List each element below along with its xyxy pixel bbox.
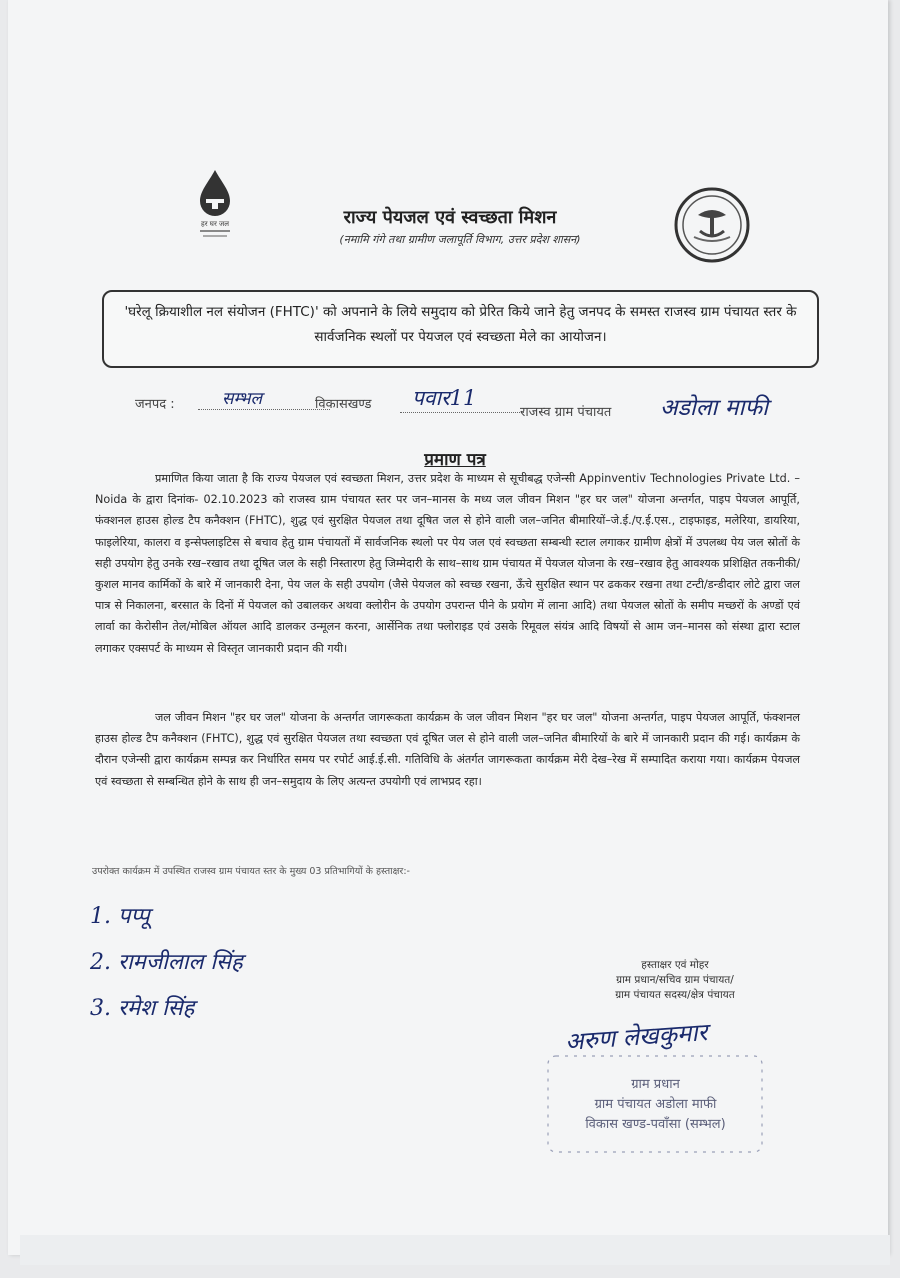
location-fields: [130, 386, 820, 432]
stamp-line-2: ग्राम पंचायत अडोला माफी: [594, 1097, 717, 1112]
signatory-role-2: ग्राम पंचायत सदस्य/क्षेत्र पंचायत: [615, 989, 735, 1001]
stamp-line-3: विकास खण्ड-पवाँसा (सम्भल): [585, 1117, 726, 1132]
water-drop-logo-icon: [190, 165, 240, 245]
block-value: पवार11: [400, 384, 524, 413]
participants-note: उपरोक्त कार्यक्रम में उपस्थित राजस्व ग्राम पंचायत स्तर के मुख्य 03 प्रतिभागियों के हस्ताक्षर:-: [92, 866, 410, 877]
district-value: सम्भल: [198, 386, 330, 410]
event-banner-text: 'घरेलू क्रियाशील नल संयोजन (FHTC)' को अपनाने के लिये समुदाय को प्रेरित किये जाने हेतु जनपद के समस्त राजस्व ग्राम पंचायत स्तर के सार्वजनिक स्थलों पर पेयजल एवं स्वच्छता मेले का आयोजन।: [124, 304, 797, 345]
certificate-title: प्रमाण पत्र: [424, 450, 486, 470]
participant-signature-3: 3. रमेश सिंह: [90, 996, 195, 1021]
village-value: अडोला माफी: [660, 395, 769, 421]
mission-subtitle: (नमामि गंगे तथा ग्रामीण जलापूर्ति विभाग, उत्तर प्रदेश शासन): [339, 233, 581, 246]
event-banner: [102, 290, 819, 368]
block-label: विकासखण्ड: [315, 397, 372, 412]
signature-seal-label: हस्ताक्षर एवं मोहर: [641, 959, 709, 971]
signatory-role-1: ग्राम प्रधान/सचिव ग्राम पंचायत/: [616, 974, 734, 986]
stamp-line-1: ग्राम प्रधान: [631, 1077, 680, 1092]
signatory-labels: [570, 958, 780, 1003]
underlying-page-edge: [20, 1235, 890, 1265]
village-label: राजस्व ग्राम पंचायत: [520, 405, 612, 420]
stamp-text: [548, 1075, 763, 1135]
up-government-emblem-icon: [672, 185, 752, 265]
participant-signature-2: 2. रामजीलाल सिंह: [90, 950, 243, 975]
certificate-paragraph-1: प्रमाणित किया जाता है कि राज्य पेयजल एवं स्वच्छता मिशन, उत्तर प्रदेश के माध्यम से सूचीबद्ध एजेन्सी Appinventiv Technologies Private Ltd. – Noida के द्वारा दिनांक- 02.10.2023 को राजस्व ग्राम पंचायत स्तर पर जन–मानस के मध्य जल जीवन मिशन "हर घर जल" योजना अन्तर्गत, पाइप पेयजल आपूर्ति, फंक्शनल हाउस होल्ड टैप कनैक्शन (FHTC), शुद्ध एवं सुरक्षित पेयजल तथा दूषित जल से होने वाली जल–जनित बीमारियों–जे.ई./ए.ई.एस., टाइफाइड, मलेरिया, डायरिया, फाइलेरिया, कालरा व इन्सेफ्लाइटिस से बचाव हेतु ग्राम पंचायतों में सार्वजनिक स्थलो पर पेय जल एवं स्वच्छता सम्बन्धी स्टाल लगाकर ग्रामीण क्षेत्रों में उपलब्ध पेय जल स्रोतों के सही उपयोग हेतु उनके रख–रखाव तथा दूषित जल के सही निस्तारण हेतु जिम्मेदारी के साथ–साथ ग्राम पंचायत में पेयजल योजना के रख–रखाव हेतु आवश्यक प्रशिक्षित तकनीकी/कुशल मानव कार्मिकों के बारे में जानकारी देना, पेय जल के सही उपयोग (जैसे पेयजल को स्वच्छ रखना, ऊँचे सुरक्षित स्थान पर ढककर रखना तथा टन्टी/डन्डीदार लोटे द्वारा जल पात्र से निकालना, बरसात के दिनों में पेयजल को उबालकर अथवा क्लोरीन के उपयोग उपरान्त पीने के प्रयोग में लाना आदि) तथा पेयजल स्रोतों के समीप मच्छरों के अण्डों एवं लार्वा का केरोसीन तेल/मोबिल ऑयल आदि डालकर उन्मूलन करना, आर्सेनिक तथा फ्लोराइड एवं उसके रिमूवल संयंत्र आदि विषयों से आम जन–मानस को संस्था द्वारा स्टाल लगाकर एक्सपर्ट के माध्यम से विस्तृत जानकारी प्रदान की गयी।: [95, 472, 800, 655]
certificate-paragraph-2: जल जीवन मिशन "हर घर जल" योजना के अन्तर्गत जागरूकता कार्यक्रम के जल जीवन मिशन "हर घर जल" योजना अन्तर्गत, पाइप पेयजल आपूर्ति, फंक्शनल हाउस होल्ड टैप कनैक्शन (FHTC), शुद्ध एवं सुरक्षित पेयजल तथा स्वच्छता एवं दूषित जल से होने वाली जल–जनित बीमारियों के बारे में जानकारी प्रदान की गई। कार्यक्रम के दौरान एजेन्सी द्वारा कार्यक्रम सम्पन्न कर निर्धारित समय पर रपोर्ट आई.ई.सी. गतिविधि के अंतर्गत जागरूकता कार्यक्रम मेरी देख–रेख में सम्पादित कराया गया। कार्यक्रम पेयजल एवं स्वच्छता से सम्बन्धित होने के साथ ही जन–समुदाय के लिए अत्यन्त उपयोगी एवं लाभप्रद रहा।: [95, 711, 800, 788]
participant-signature-1: 1. पप्पू: [90, 904, 150, 929]
mission-title: राज्य पेयजल एवं स्वच्छता मिशन: [343, 207, 557, 228]
pradhan-signature: अरुण लेखकुमार: [564, 1018, 709, 1056]
logo-caption: हर घर जल: [201, 220, 229, 228]
district-label: जनपद :: [135, 397, 175, 412]
